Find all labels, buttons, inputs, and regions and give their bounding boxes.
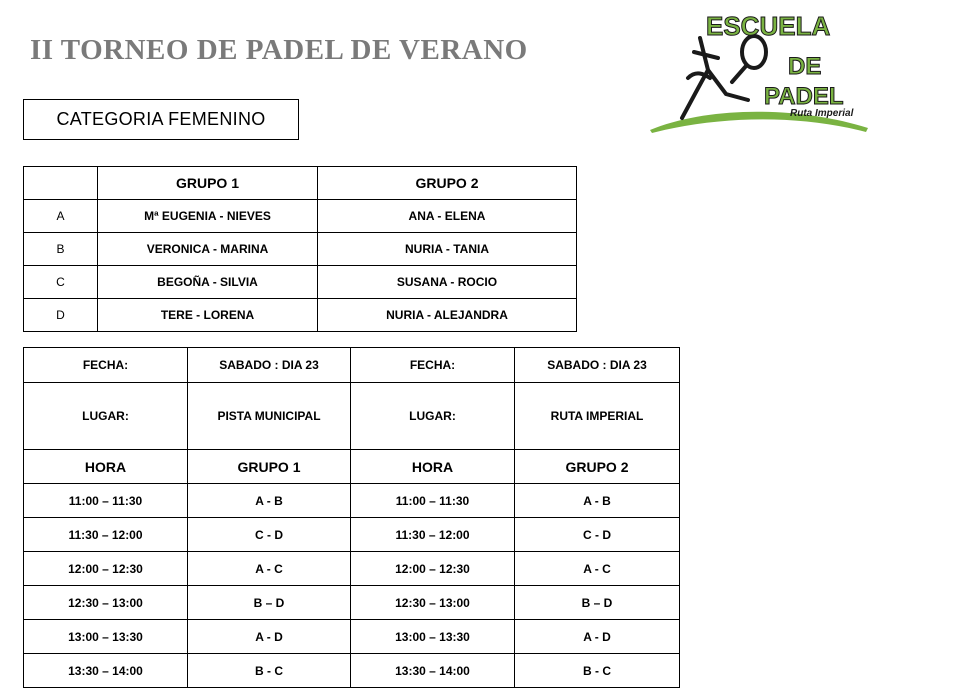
lugar-label: LUGAR:: [24, 383, 188, 450]
slot-time: 11:00 – 11:30: [24, 484, 188, 518]
slot-time: 12:30 – 13:00: [24, 586, 188, 620]
group-letter: A: [24, 200, 98, 233]
slot-time: 12:00 – 12:30: [24, 552, 188, 586]
groups-header-grupo2: GRUPO 2: [318, 167, 577, 200]
grupo2-header: GRUPO 2: [515, 450, 680, 484]
lugar-label: LUGAR:: [351, 383, 515, 450]
group-letter: B: [24, 233, 98, 266]
slot-time: 12:00 – 12:30: [351, 552, 515, 586]
table-row: [24, 620, 680, 654]
slot-match-g1: B – D: [188, 586, 351, 620]
table-row: [24, 552, 680, 586]
slot-match-g1: A - C: [188, 552, 351, 586]
logo-line2: DE: [788, 53, 822, 80]
logo-subtitle: Ruta Imperial: [790, 108, 854, 119]
group2-pair: ANA - ELENA: [318, 200, 577, 233]
slot-match-g2: C - D: [515, 518, 680, 552]
schedule-place-row: [24, 383, 680, 450]
slot-match-g2: A - C: [515, 552, 680, 586]
group2-pair: NURIA - TANIA: [318, 233, 577, 266]
slot-time: 11:00 – 11:30: [351, 484, 515, 518]
slot-match-g1: B - C: [188, 654, 351, 688]
groups-header-empty: [24, 167, 98, 200]
table-row: [24, 518, 680, 552]
group-letter: D: [24, 299, 98, 332]
group1-pair: BEGOÑA - SILVIA: [98, 266, 318, 299]
schedule-table: [23, 347, 680, 688]
fecha-label: FECHA:: [24, 348, 188, 383]
groups-header-row: [24, 167, 577, 200]
escuela-padel-logo: [648, 8, 870, 136]
groups-table: [23, 166, 577, 332]
hora-header: HORA: [24, 450, 188, 484]
table-row: [24, 233, 577, 266]
groups-header-grupo1: GRUPO 1: [98, 167, 318, 200]
grupo1-header: GRUPO 1: [188, 450, 351, 484]
schedule-date-row: [24, 348, 680, 383]
schedule-header-row: [24, 450, 680, 484]
table-row: [24, 586, 680, 620]
slot-match-g2: B – D: [515, 586, 680, 620]
table-row: [24, 200, 577, 233]
slot-time: 13:00 – 13:30: [351, 620, 515, 654]
slot-match-g1: A - D: [188, 620, 351, 654]
slot-time: 11:30 – 12:00: [24, 518, 188, 552]
logo-line1: ESCUELA: [706, 11, 831, 41]
table-row: [24, 654, 680, 688]
slot-match-g2: A - D: [515, 620, 680, 654]
fecha-label: FECHA:: [351, 348, 515, 383]
group-letter: C: [24, 266, 98, 299]
fecha-value-1: SABADO : DIA 23: [188, 348, 351, 383]
lugar-value-2: RUTA IMPERIAL: [515, 383, 680, 450]
group1-pair: VERONICA - MARINA: [98, 233, 318, 266]
group2-pair: SUSANA - ROCIO: [318, 266, 577, 299]
fecha-value-2: SABADO : DIA 23: [515, 348, 680, 383]
slot-time: 13:30 – 14:00: [351, 654, 515, 688]
slot-match-g1: A - B: [188, 484, 351, 518]
slot-match-g2: A - B: [515, 484, 680, 518]
logo-line3: PADEL: [764, 83, 844, 110]
slot-time: 13:00 – 13:30: [24, 620, 188, 654]
category-label: CATEGORIA FEMENINO: [23, 99, 299, 140]
group1-pair: Mª EUGENIA - NIEVES: [98, 200, 318, 233]
table-row: [24, 299, 577, 332]
table-row: [24, 484, 680, 518]
slot-time: 11:30 – 12:00: [351, 518, 515, 552]
page-title: II TORNEO DE PADEL DE VERANO: [30, 34, 528, 66]
slot-match-g1: C - D: [188, 518, 351, 552]
group2-pair: NURIA - ALEJANDRA: [318, 299, 577, 332]
logo-player-icon: [682, 36, 766, 118]
slot-match-g2: B - C: [515, 654, 680, 688]
hora-header: HORA: [351, 450, 515, 484]
slot-time: 12:30 – 13:00: [351, 586, 515, 620]
slot-time: 13:30 – 14:00: [24, 654, 188, 688]
lugar-value-1: PISTA MUNICIPAL: [188, 383, 351, 450]
table-row: [24, 266, 577, 299]
group1-pair: TERE - LORENA: [98, 299, 318, 332]
